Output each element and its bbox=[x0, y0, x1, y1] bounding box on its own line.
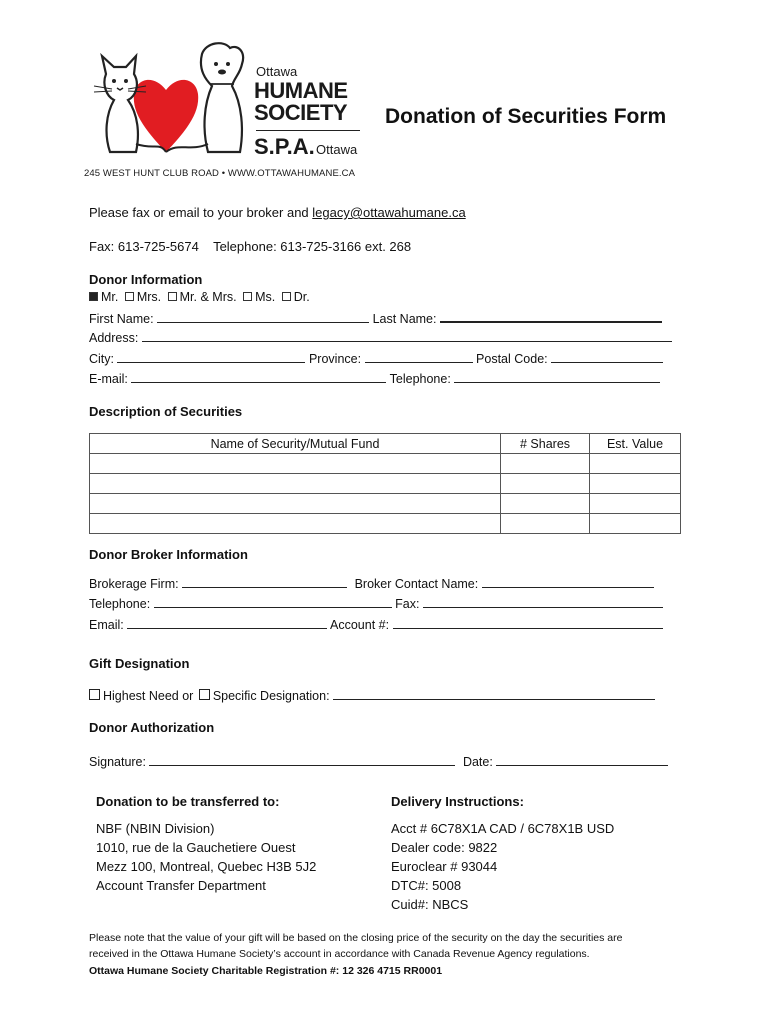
broker-email-field[interactable] bbox=[127, 616, 327, 629]
salutation-mrs: Mrs. bbox=[136, 290, 162, 304]
fax-phone-line: Fax: 613-725-5674 Telephone: 613-725-3166 ext. 268 bbox=[89, 239, 412, 254]
checkbox-specific-designation[interactable] bbox=[199, 689, 210, 700]
securities-heading: Description of Securities bbox=[89, 404, 243, 419]
brokerage-firm-field[interactable] bbox=[182, 575, 347, 588]
first-name-field[interactable] bbox=[157, 310, 369, 323]
checkbox-mrs[interactable] bbox=[125, 292, 134, 301]
intro-line bbox=[89, 205, 679, 221]
checkbox-highest-need[interactable] bbox=[89, 689, 100, 700]
delivery-line: Acct # 6C78X1A CAD / 6C78X1B USD bbox=[391, 821, 615, 836]
gift-row bbox=[89, 687, 679, 704]
email-row bbox=[89, 370, 679, 387]
salutation-ms: Ms. bbox=[255, 290, 276, 304]
broker-telephone-field[interactable] bbox=[154, 595, 392, 608]
city-label: City: bbox=[89, 352, 114, 366]
logo-address: 245 WEST HUNT CLUB ROAD • WWW.OTTAWAHUMANE.CA bbox=[84, 168, 356, 179]
value-cell[interactable] bbox=[590, 474, 681, 494]
delivery-line: DTC#: 5008 bbox=[391, 878, 462, 893]
checkbox-ms[interactable] bbox=[243, 292, 252, 301]
broker-telephone-label: Telephone: bbox=[89, 597, 151, 611]
column-shares: # Shares bbox=[501, 434, 590, 454]
transfer-line: Account Transfer Department bbox=[96, 878, 266, 893]
last-name-field[interactable] bbox=[440, 309, 662, 323]
intro-email-link[interactable]: legacy@ottawahumane.ca bbox=[312, 205, 466, 220]
gift-heading: Gift Designation bbox=[89, 656, 190, 671]
date-field[interactable] bbox=[496, 753, 668, 766]
broker-fax-field[interactable] bbox=[423, 595, 663, 608]
email-field[interactable] bbox=[131, 370, 386, 383]
signature-label: Signature: bbox=[89, 755, 146, 769]
table-row bbox=[90, 454, 681, 474]
checkbox-mr-mrs[interactable] bbox=[168, 292, 177, 301]
table-row bbox=[90, 514, 681, 534]
transfer-line: Mezz 100, Montreal, Quebec H3B 5J2 bbox=[96, 859, 317, 874]
security-cell[interactable] bbox=[90, 514, 501, 534]
transfer-line: 1010, rue de la Gauchetiere Ouest bbox=[96, 840, 296, 855]
transfer-section bbox=[96, 792, 376, 895]
security-cell[interactable] bbox=[90, 494, 501, 514]
address-field[interactable] bbox=[142, 329, 672, 342]
broker-heading: Donor Broker Information bbox=[89, 547, 248, 562]
logo-spa: S.P.A. bbox=[254, 134, 315, 159]
first-name-label: First Name: bbox=[89, 312, 154, 326]
column-security-name: Name of Security/Mutual Fund bbox=[90, 434, 501, 454]
delivery-line: Dealer code: 9822 bbox=[391, 840, 498, 855]
delivery-line: Euroclear # 93044 bbox=[391, 859, 498, 874]
delivery-section bbox=[391, 792, 681, 914]
signature-row bbox=[89, 753, 679, 770]
postal-field[interactable] bbox=[551, 350, 663, 363]
telephone-field[interactable] bbox=[454, 370, 660, 383]
logo-ottawa-bottom: Ottawa bbox=[316, 142, 358, 157]
registration-number: Ottawa Humane Society Charitable Registration #: 12 326 4715 RR0001 bbox=[89, 965, 443, 977]
page-title: Donation of Securities Form bbox=[385, 105, 667, 128]
salutation-mr: Mr. bbox=[101, 290, 119, 304]
date-label: Date: bbox=[462, 755, 493, 769]
donor-heading: Donor Information bbox=[89, 272, 203, 287]
signature-field[interactable] bbox=[149, 753, 455, 766]
security-cell[interactable] bbox=[90, 454, 501, 474]
delivery-heading: Delivery Instructions: bbox=[391, 794, 524, 809]
highest-need-label: Highest Need or bbox=[103, 689, 194, 703]
transfer-line: NBF (NBIN Division) bbox=[96, 821, 215, 836]
shares-cell[interactable] bbox=[501, 514, 590, 534]
transfer-heading: Donation to be transferred to: bbox=[96, 794, 280, 809]
salutation-mr-mrs: Mr. & Mrs. bbox=[179, 290, 237, 304]
checkbox-dr[interactable] bbox=[282, 292, 291, 301]
city-row bbox=[89, 350, 679, 367]
column-est-value: Est. Value bbox=[590, 434, 681, 454]
address-label: Address: bbox=[89, 331, 139, 345]
province-field[interactable] bbox=[365, 350, 473, 363]
address-row bbox=[89, 329, 679, 346]
authorization-heading: Donor Authorization bbox=[89, 720, 215, 735]
logo-ottawa-top: Ottawa bbox=[256, 64, 298, 79]
value-cell[interactable] bbox=[590, 494, 681, 514]
securities-table bbox=[89, 433, 681, 534]
shares-cell[interactable] bbox=[501, 474, 590, 494]
telephone-label: Telephone: bbox=[389, 372, 451, 386]
footer-note-2: received in the Ottawa Humane Society’s account in accordance with Canada Revenue Agency regulations. bbox=[89, 948, 590, 960]
footer-note-1: Please note that the value of your gift will be based on the closing price of the security on the day the securities are bbox=[89, 932, 623, 944]
broker-phone-row bbox=[89, 595, 679, 612]
postal-label: Postal Code: bbox=[476, 352, 548, 366]
broker-fax-label: Fax: bbox=[395, 597, 420, 611]
broker-email-row bbox=[89, 616, 679, 633]
delivery-line: Cuid#: NBCS bbox=[391, 897, 469, 912]
name-row bbox=[89, 309, 679, 327]
account-label: Account #: bbox=[330, 618, 390, 632]
last-name-label: Last Name: bbox=[372, 312, 437, 326]
logo-society: SOCIETY bbox=[254, 100, 348, 125]
specific-designation-label: Specific Designation: bbox=[212, 689, 330, 703]
value-cell[interactable] bbox=[590, 454, 681, 474]
logo-divider bbox=[256, 130, 360, 131]
table-row bbox=[90, 494, 681, 514]
city-field[interactable] bbox=[117, 350, 305, 363]
shares-cell[interactable] bbox=[501, 454, 590, 474]
security-cell[interactable] bbox=[90, 474, 501, 494]
email-label: E-mail: bbox=[89, 372, 128, 386]
table-row bbox=[90, 474, 681, 494]
broker-contact-label: Broker Contact Name: bbox=[354, 577, 479, 591]
cat-dog-heart-logo-icon bbox=[84, 34, 254, 169]
brokerage-row bbox=[89, 575, 679, 592]
account-field[interactable] bbox=[393, 616, 663, 629]
table-header-row bbox=[90, 434, 681, 454]
shares-cell[interactable] bbox=[501, 494, 590, 514]
logo bbox=[84, 34, 374, 184]
value-cell[interactable] bbox=[590, 514, 681, 534]
brokerage-firm-label: Brokerage Firm: bbox=[89, 577, 179, 591]
intro-text: Please fax or email to your broker and bbox=[89, 205, 313, 220]
logo-humane: HUMANE bbox=[254, 78, 348, 103]
specific-designation-field[interactable] bbox=[333, 687, 655, 700]
province-label: Province: bbox=[308, 352, 362, 366]
broker-contact-field[interactable] bbox=[482, 575, 654, 588]
salutation-dr: Dr. bbox=[293, 290, 310, 304]
checkbox-mr[interactable] bbox=[89, 292, 98, 301]
broker-email-label: Email: bbox=[89, 618, 124, 632]
salutation-row bbox=[89, 289, 679, 305]
